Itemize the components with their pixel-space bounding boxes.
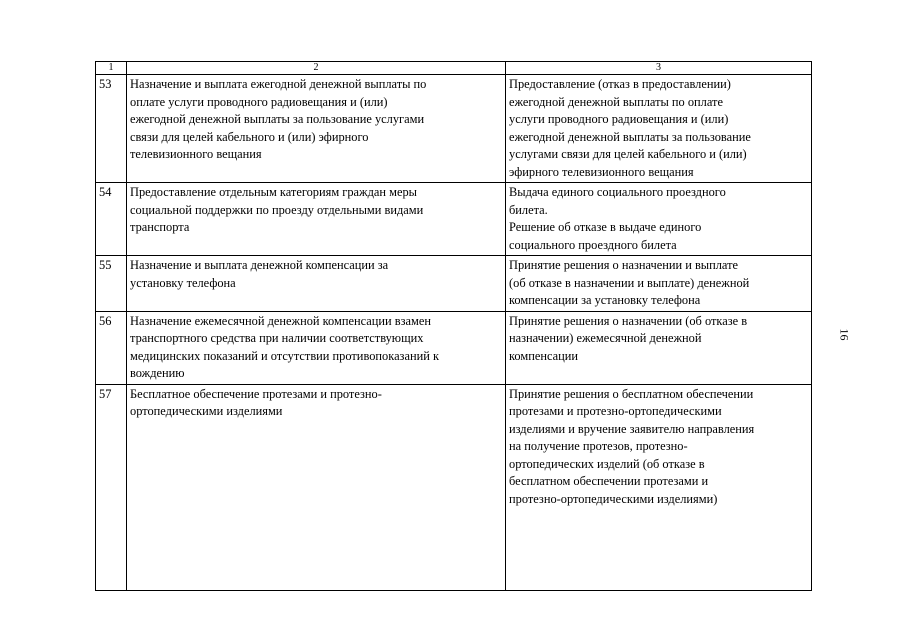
result-text-line: бесплатном обеспечении протезами и bbox=[509, 474, 709, 488]
result-cell bbox=[506, 75, 812, 183]
result-text-line: протезами и протезно-ортопедическими bbox=[509, 404, 722, 418]
result-text-line: эфирного телевизионного вещания bbox=[509, 164, 694, 179]
service-text-line: транспортного средства при наличии соответствующих bbox=[130, 331, 424, 345]
service-text-line: установку телефона bbox=[130, 275, 236, 290]
result-cell bbox=[506, 183, 812, 256]
service-text-line: телевизионного вещания bbox=[130, 147, 262, 161]
result-text-line: ортопедических изделий (об отказе в bbox=[509, 456, 705, 471]
service-text-line: Назначение ежемесячной денежной компенсации взамен bbox=[130, 313, 431, 328]
row-number: 54 bbox=[96, 183, 127, 256]
service-text-line: Предоставление отдельным категориям граждан меры bbox=[130, 185, 417, 199]
table-row bbox=[96, 384, 812, 590]
result-text-line: компенсации bbox=[509, 348, 578, 363]
result-cell bbox=[506, 384, 812, 590]
service-text-line: связи для целей кабельного и (или) эфирного bbox=[130, 129, 369, 144]
result-text-line: на получение протезов, протезно- bbox=[509, 439, 688, 453]
result-text-line: билета. bbox=[509, 202, 548, 217]
result-text-line: Решение об отказе в выдаче единого bbox=[509, 220, 702, 234]
row-number: 53 bbox=[96, 75, 127, 183]
service-name-cell bbox=[127, 183, 506, 256]
result-cell bbox=[506, 256, 812, 312]
result-text-line: ежегодной денежной выплаты по оплате bbox=[509, 94, 723, 109]
service-text-line: социальной поддержки по проезду отдельными видами bbox=[130, 202, 424, 217]
column-header-service: 2 bbox=[127, 62, 506, 75]
service-name-cell bbox=[127, 256, 506, 312]
result-text-line: (об отказе в назначении и выплате) денежной bbox=[509, 275, 750, 290]
result-text-line: услугами связи для целей кабельного и (или) bbox=[509, 147, 747, 161]
result-text-line: назначении) ежемесячной денежной bbox=[509, 331, 702, 345]
column-header-result: 3 bbox=[506, 62, 812, 75]
service-text-line: вождению bbox=[130, 366, 185, 380]
result-text-line: Предоставление (отказ в предоставлении) bbox=[509, 77, 731, 91]
table-row bbox=[96, 256, 812, 312]
result-cell bbox=[506, 311, 812, 384]
table-row bbox=[96, 75, 812, 183]
table-row bbox=[96, 311, 812, 384]
service-name-cell bbox=[127, 384, 506, 590]
result-text-line: услуги проводного радиовещания и (или) bbox=[509, 112, 729, 126]
page-number: 16 bbox=[837, 328, 852, 341]
service-name-cell bbox=[127, 311, 506, 384]
result-text-line: Выдача единого социального проездного bbox=[509, 185, 726, 199]
service-text-line: транспорта bbox=[130, 220, 190, 234]
service-text-line: оплате услуги проводного радиовещания и (или) bbox=[130, 94, 388, 109]
result-text-line: Принятие решения о бесплатном обеспечении bbox=[509, 386, 754, 401]
result-text-line: компенсации за установку телефона bbox=[509, 293, 701, 307]
services-table bbox=[95, 61, 812, 591]
service-text-line: ежегодной денежной выплаты за пользование услугами bbox=[130, 112, 425, 126]
service-text-line: Назначение и выплата денежной компенсации за bbox=[130, 258, 389, 272]
row-number: 57 bbox=[96, 384, 127, 590]
result-text-line: изделиями и вручение заявителю направления bbox=[509, 421, 755, 436]
result-text-line: ежегодной денежной выплаты за пользование bbox=[509, 129, 751, 144]
row-number: 55 bbox=[96, 256, 127, 312]
service-text-line: медицинских показаний и отсутствии противопоказаний к bbox=[130, 348, 439, 363]
service-name-cell bbox=[127, 75, 506, 183]
row-number: 56 bbox=[96, 311, 127, 384]
service-text-line: Назначение и выплата ежегодной денежной выплаты по bbox=[130, 77, 427, 91]
result-text-line: Принятие решения о назначении и выплате bbox=[509, 258, 739, 272]
result-text-line: протезно-ортопедическими изделиями) bbox=[509, 491, 718, 506]
table-row bbox=[96, 183, 812, 256]
service-text-line: ортопедическими изделиями bbox=[130, 404, 283, 418]
service-text-line: Бесплатное обеспечение протезами и протезно- bbox=[130, 386, 382, 401]
column-header-number: 1 bbox=[96, 62, 127, 75]
result-text-line: Принятие решения о назначении (об отказе в bbox=[509, 313, 748, 328]
result-text-line: социального проездного билета bbox=[509, 237, 677, 252]
table-header-row bbox=[96, 62, 812, 75]
